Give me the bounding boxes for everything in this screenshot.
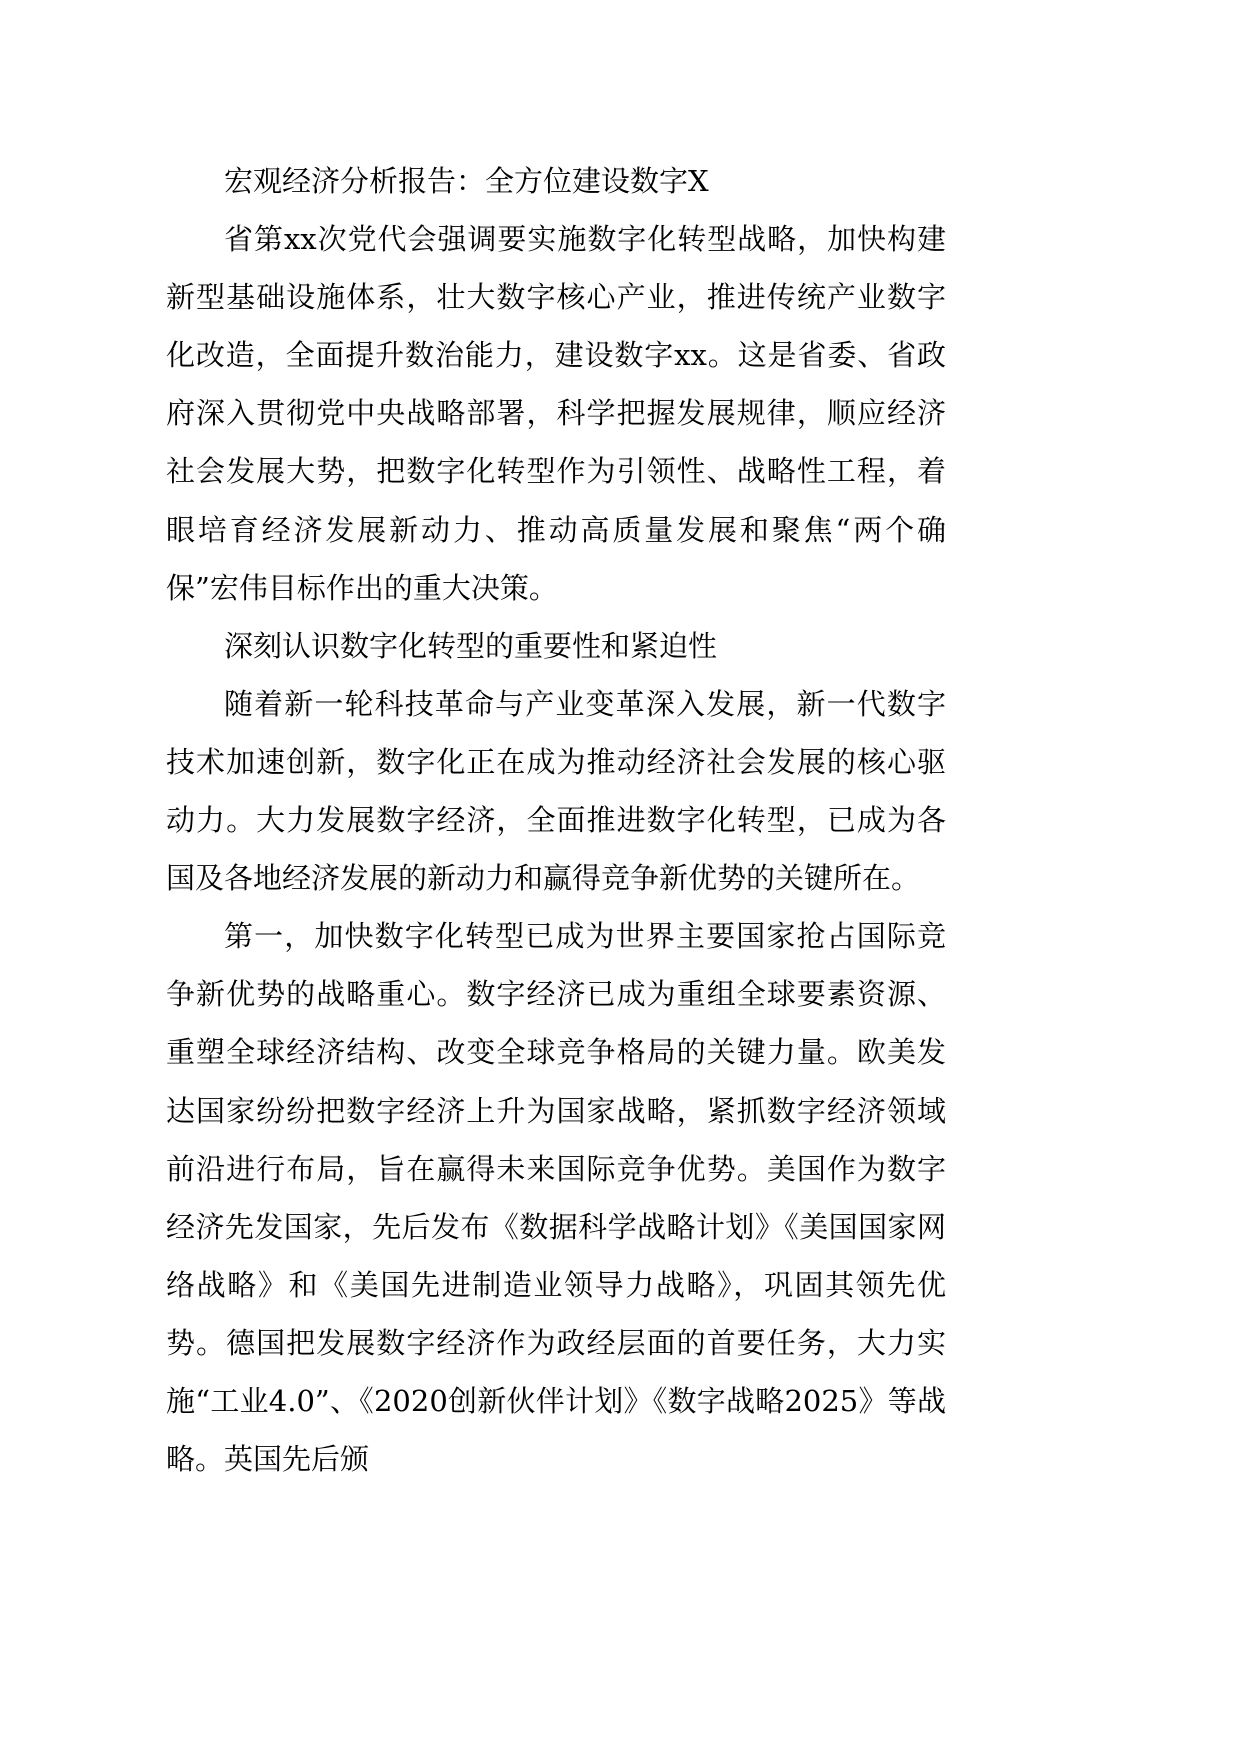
- paragraph-intro: 省第xx次党代会强调要实施数字化转型战略，加快构建新型基础设施体系，壮大数字核心产业，推进传统产业数字化改造，全面提升数治能力，建设数字xx。这是省委、省政府深入贯彻党中央战略部署，科学把握发展规律，顺应经济社会发展大势，把数字化转型作为引领性、战略性工程，着眼培育经济发展新动力、推动高质量发展和聚焦“两个确保”宏伟目标作出的重大决策。: [166, 222, 946, 605]
- section-heading: 深刻认识数字化转型的重要性和紧迫性: [224, 628, 718, 663]
- document-title: 宏观经济分析报告：全方位建设数字X: [224, 164, 709, 198]
- paragraph-background: 随着新一轮科技革命与产业变革深入发展，新一代数字技术加速创新，数字化正在成为推动经济社会发展的核心驱动力。大力发展数字经济，全面推进数字化转型，已成为各国及各地经济发展的新动力和赢得竞争新优势的关键所在。: [166, 686, 946, 896]
- document-body: [166, 152, 946, 1488]
- paragraph-first-point: 第一，加快数字化转型已成为世界主要国家抢占国际竞争新优势的战略重心。数字经济已成为重组全球要素资源、重塑全球经济结构、改变全球竞争格局的关键力量。欧美发达国家纷纷把数字经济上升为国家战略，紧抓数字经济领域前沿进行布局，旨在赢得未来国际竞争优势。美国作为数字经济先发国家，先后发布《数据科学战略计划》《美国国家网络战略》和《美国先进制造业领导力战略》，巩固其领先优势。德国把发展数字经济作为政经层面的首要任务，大力实施“工业4.0”、《2020创新伙伴计划》《数字战略2025》等战略。英国先后颁: [166, 919, 946, 1477]
